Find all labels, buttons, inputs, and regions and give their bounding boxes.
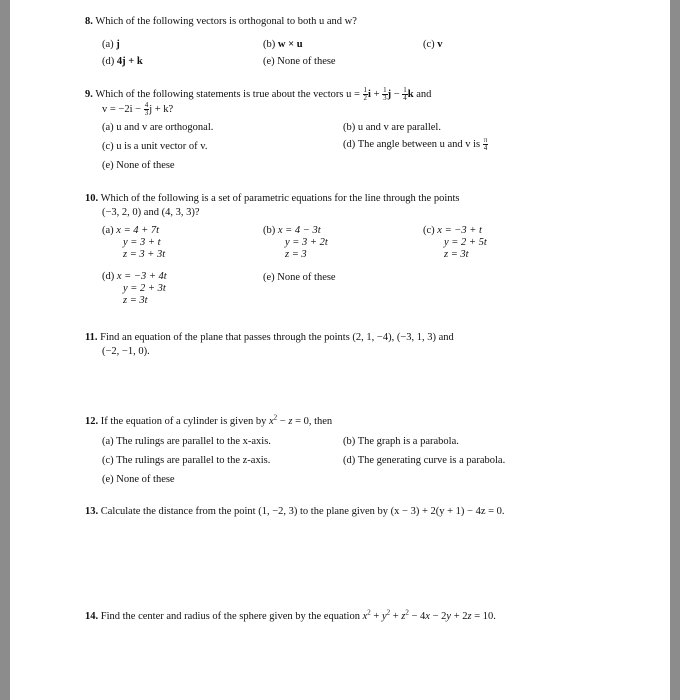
option-e: (e) None of these xyxy=(263,56,336,67)
question-11: 11. Find an equation of the plane that passes through the points (2, 1, −4), (−3, 1, 3) and xyxy=(85,332,454,343)
question-14: 14. Find the center and radius of the sphere given by the equation $x^2 + y^2 + z^2 - 4x - 2y + 2z = 10$. xyxy=(85,608,496,622)
option-d-eq3: z = 3t xyxy=(123,295,148,306)
option-b: (b) u and v are parallel. xyxy=(343,122,441,133)
option-b-eq2: y = 3 + 2t xyxy=(285,237,328,248)
option-c: (c) x = −3 + t xyxy=(423,225,482,236)
option-b: (b) w × u xyxy=(263,39,303,50)
option-d: (d) x = −3 + 4t xyxy=(102,271,167,282)
option-c-eq2: y = 2 + 5t xyxy=(444,237,487,248)
option-d: (d) 4j + k xyxy=(102,56,143,67)
option-c: (c) v xyxy=(423,39,443,50)
option-b-eq3: z = 3 xyxy=(285,249,307,260)
option-a-eq2: y = 3 + t xyxy=(123,237,161,248)
question-13: 13. Calculate the distance from the point (1, −2, 3) to the plane given by (x − 3) + 2(y + 1) − 4z = 0. xyxy=(85,506,505,517)
question-text: Which of the following vectors is orthogonal to both u and w? xyxy=(95,16,357,27)
option-a-eq3: z = 3 + 3t xyxy=(123,249,166,260)
question-number: 8. xyxy=(85,16,93,27)
question-8 xyxy=(85,15,357,28)
option-e: (e) None of these xyxy=(102,474,175,485)
option-a: (a) u and v are orthogonal. xyxy=(102,122,214,133)
option-b: (b) The graph is a parabola. xyxy=(343,436,459,447)
document-page xyxy=(10,0,670,700)
option-e: (e) None of these xyxy=(263,272,336,283)
option-a: (a) x = 4 + 7t xyxy=(102,225,160,236)
option-c: (c) The rulings are parallel to the z-axis. xyxy=(102,455,271,466)
question-10-line-2: (−3, 2, 0) and (4, 3, 3)? xyxy=(102,207,200,218)
question-12: 12. If the equation of a cylinder is given by $x^2 - z = 0$, then xyxy=(85,413,333,427)
option-d: (d) The angle between u and v is $\frac{\pi}{4}$ xyxy=(343,136,488,152)
option-d-eq2: y = 2 + 3t xyxy=(123,283,166,294)
question-9: 9. Which of the following statements is true about the vectors u = $\frac{1}{2}$ i + $\frac{1}{3}$ j − $\frac{1}{4}$ k and xyxy=(85,86,432,102)
option-e: (e) None of these xyxy=(102,160,175,171)
question-11-line-2: (−2, −1, 0). xyxy=(102,346,150,357)
option-b: (b) x = 4 − 3t xyxy=(263,225,321,236)
option-c-eq3: z = 3t xyxy=(444,249,469,260)
option-a: (a) The rulings are parallel to the x-axis. xyxy=(102,436,271,447)
option-a: (a) j xyxy=(102,39,120,50)
option-d: (d) The generating curve is a parabola. xyxy=(343,455,506,466)
question-9-line-2: v = −2i − $\frac{4}{3}$ j + k? xyxy=(102,101,174,117)
option-c: (c) u is a unit vector of v. xyxy=(102,141,208,152)
question-10: 10. Which of the following is a set of parametric equations for the line through the points xyxy=(85,193,460,204)
